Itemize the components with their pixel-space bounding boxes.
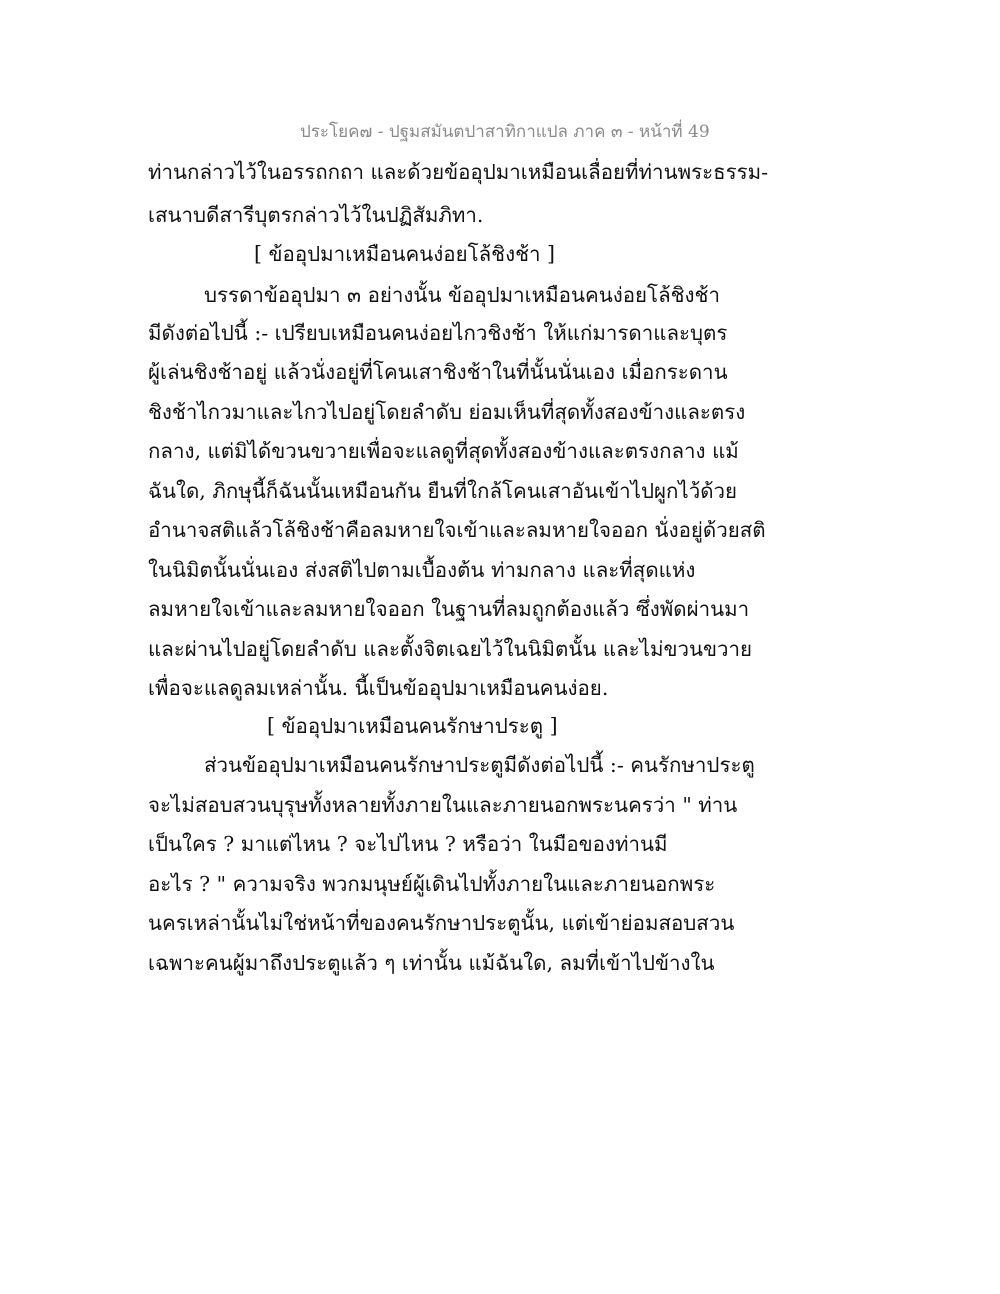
section-heading: [ ข้ออุปมาเหมือนคนง่อยโล้ชิงช้า ] [254,242,556,266]
text-line: และผ่านไปอยู่โดยลำดับ และตั้งจิตเฉยไว้ในนิมิตนั้น และไม่ขวนขวาย [148,637,753,661]
text-line: นครเหล่านั้นไม่ใช่หน้าที่ของคนรักษาประตูนั้น, แต่เข้าย่อมสอบสวน [148,911,735,935]
text-line: ชิงช้าไกวมาและไกวไปอยู่โดยลำดับ ย่อมเห็นที่สุดทั้งสองข้างและตรง [148,400,746,424]
text-line: มีดังต่อไปนี้ :- เปรียบเหมือนคนง่อยไกวชิงช้า ให้แก่มารดาและบุตร [148,321,728,345]
running-header: ประโยค๗ - ปฐมสมันตปาสาทิกาแปล ภาค ๓ - หน้าที่ 49 [300,122,710,142]
text-line: กลาง, แต่มิได้ขวนขวายเพื่อจะแลดูที่สุดทั้งสองข้างและตรงกลาง แม้ [148,439,739,463]
text-line: ลมหายใจเข้าและลมหายใจออก ในฐานที่ลมถูกต้องแล้ว ซึ่งพัดผ่านมา [148,597,750,621]
text-line: จะไม่สอบสวนบุรุษทั้งหลายทั้งภายในและภายนอกพระนครว่า " ท่าน [148,793,738,817]
text-line: เฉพาะคนผู้มาถึงประตูแล้ว ๆ เท่านั้น แม้ฉันใด, ลมที่เข้าไปข้างใน [148,951,715,975]
text-line: ผู้เล่นชิงช้าอยู่ แล้วนั่งอยู่ที่โคนเสาชิงช้าในที่นั้นนั่นเอง เมื่อกระดาน [148,360,728,384]
paragraph-first-line: ส่วนข้ออุปมาเหมือนคนรักษาประตูมีดังต่อไปนี้ :- คนรักษาประตู [204,753,755,777]
text-line: ท่านกล่าวไว้ในอรรถกถา และด้วยข้ออุปมาเหมือนเลื่อยที่ท่านพระธรรม- [148,160,769,184]
text-line: อำนาจสติแล้วโล้ชิงช้าคือลมหายใจเข้าและลมหายใจออก นั่งอยู่ด้วยสติ [148,518,766,542]
section-heading: [ ข้ออุปมาเหมือนคนรักษาประตู ] [267,714,558,738]
paragraph-first-line: บรรดาข้ออุปมา ๓ อย่างนั้น ข้ออุปมาเหมือนคนง่อยโล้ชิงช้า [204,283,720,307]
text-line: เป็นใคร ? มาแต่ไหน ? จะไปไหน ? หรือว่า ในมือของท่านมี [148,832,668,856]
text-line: ฉันใด, ภิกษุนี้ก็ฉันนั้นเหมือนกัน ยืนที่ใกล้โคนเสาอันเข้าไปผูกไว้ด้วย [148,479,738,503]
text-line: เพื่อจะแลดูลมเหล่านั้น. นี้เป็นข้ออุปมาเหมือนคนง่อย. [148,676,609,700]
text-line: ในนิมิตนั้นนั่นเอง ส่งสติไปตามเบื้องต้น ท่ามกลาง และที่สุดแห่ง [148,558,696,582]
text-line: เสนาบดีสารีบุตรกล่าวไว้ในปฏิสัมภิทา. [148,203,484,227]
text-line: อะไร ? " ความจริง พวกมนุษย์ผู้เดินไปทั้งภายในและภายนอกพระ [148,872,716,896]
